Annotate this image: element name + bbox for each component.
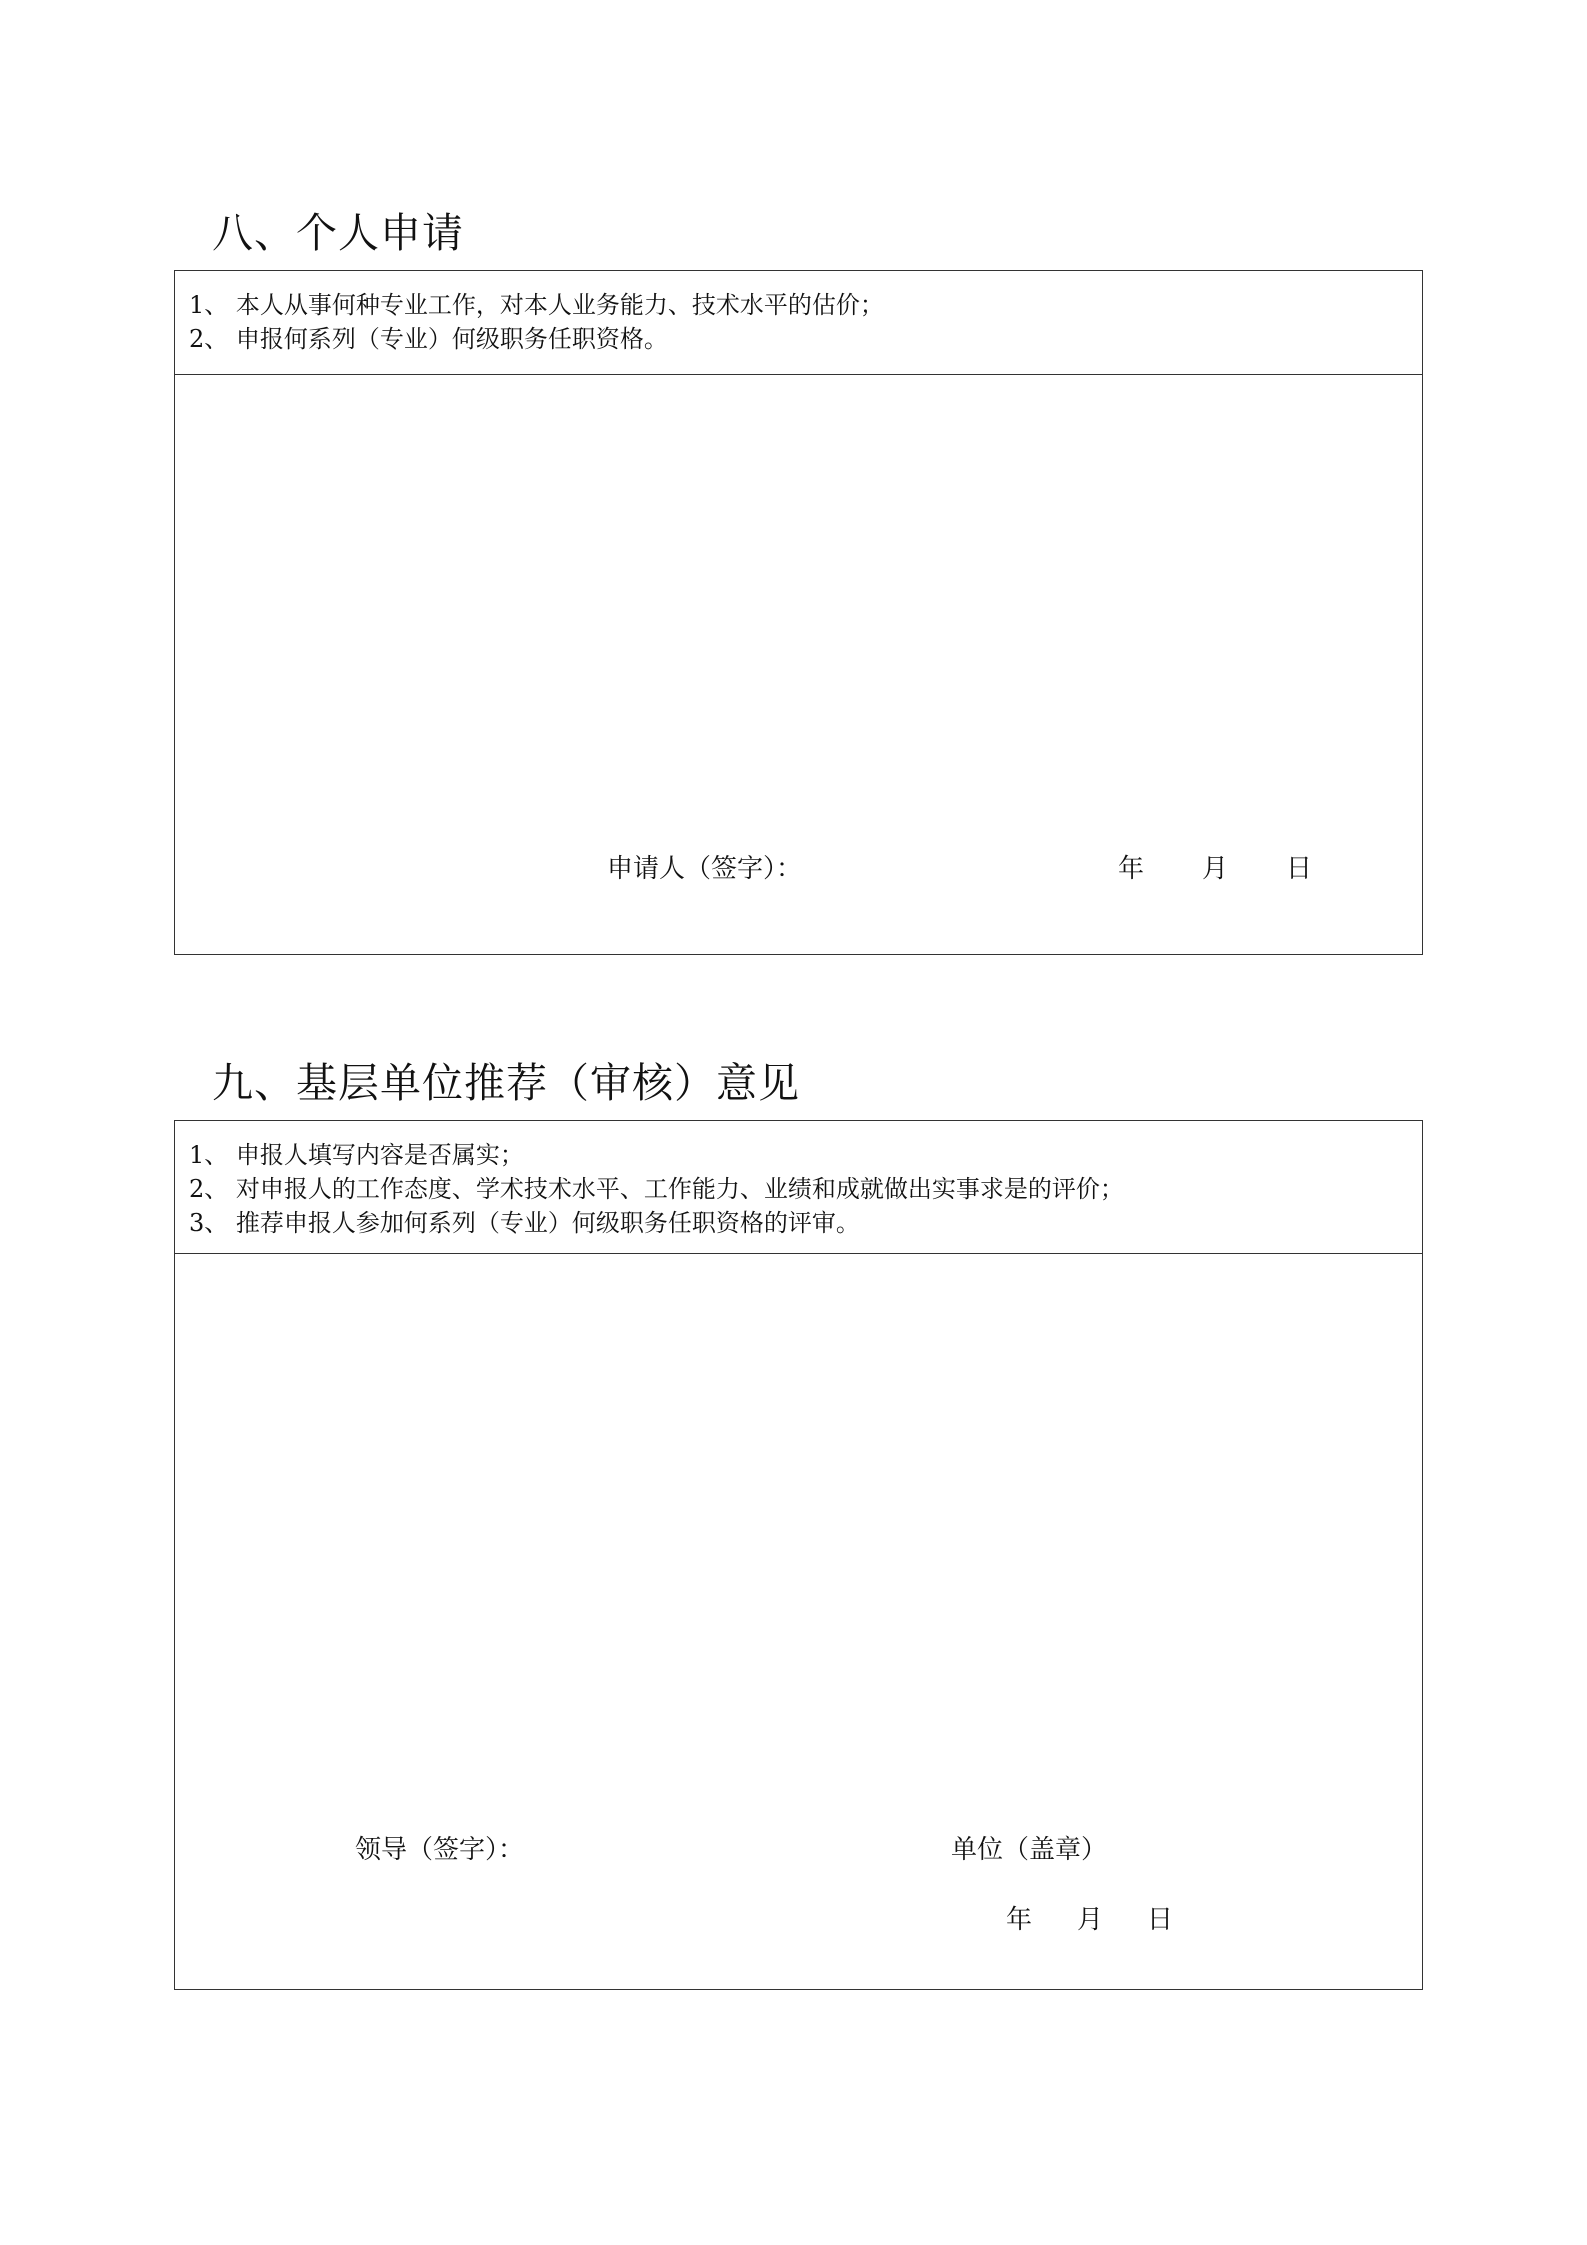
date-month-label: 月 — [1202, 854, 1229, 884]
date-day-label: 日 — [1286, 854, 1313, 884]
instruction-line: 2、 对申报人的工作态度、学术技术水平、工作能力、业绩和成就做出实事求是的评价； — [189, 1175, 1124, 1203]
instruction-line: 2、 申报何系列（专业）何级职务任职资格。 — [189, 325, 668, 353]
unit-recommendation-input-area[interactable] — [175, 1254, 1422, 1988]
leader-signature-label: 领导（签字）： — [355, 1835, 525, 1865]
date-day-label: 日 — [1147, 1905, 1174, 1935]
applicant-signature-label: 申请人（签字）： — [607, 854, 803, 884]
unit-recommendation-instructions — [175, 1121, 1422, 1254]
section-8-title: 八、个人申请 — [212, 209, 464, 257]
instruction-line: 1、 本人从事何种专业工作，对本人业务能力、技术水平的估价； — [189, 291, 884, 319]
unit-recommendation-form — [174, 1120, 1423, 1990]
personal-application-input-area[interactable] — [175, 375, 1422, 953]
instruction-line: 3、 推荐申报人参加何系列（专业）何级职务任职资格的评审。 — [189, 1209, 860, 1237]
personal-application-form — [174, 270, 1423, 955]
date-year-label: 年 — [1118, 854, 1145, 884]
section-9-title: 九、基层单位推荐（审核）意见 — [212, 1059, 800, 1107]
unit-stamp-label: 单位（盖章） — [951, 1835, 1108, 1865]
date-year-label: 年 — [1006, 1905, 1033, 1935]
date-month-label: 月 — [1077, 1905, 1104, 1935]
instruction-line: 1、 申报人填写内容是否属实； — [189, 1141, 524, 1169]
personal-application-instructions — [175, 271, 1422, 375]
